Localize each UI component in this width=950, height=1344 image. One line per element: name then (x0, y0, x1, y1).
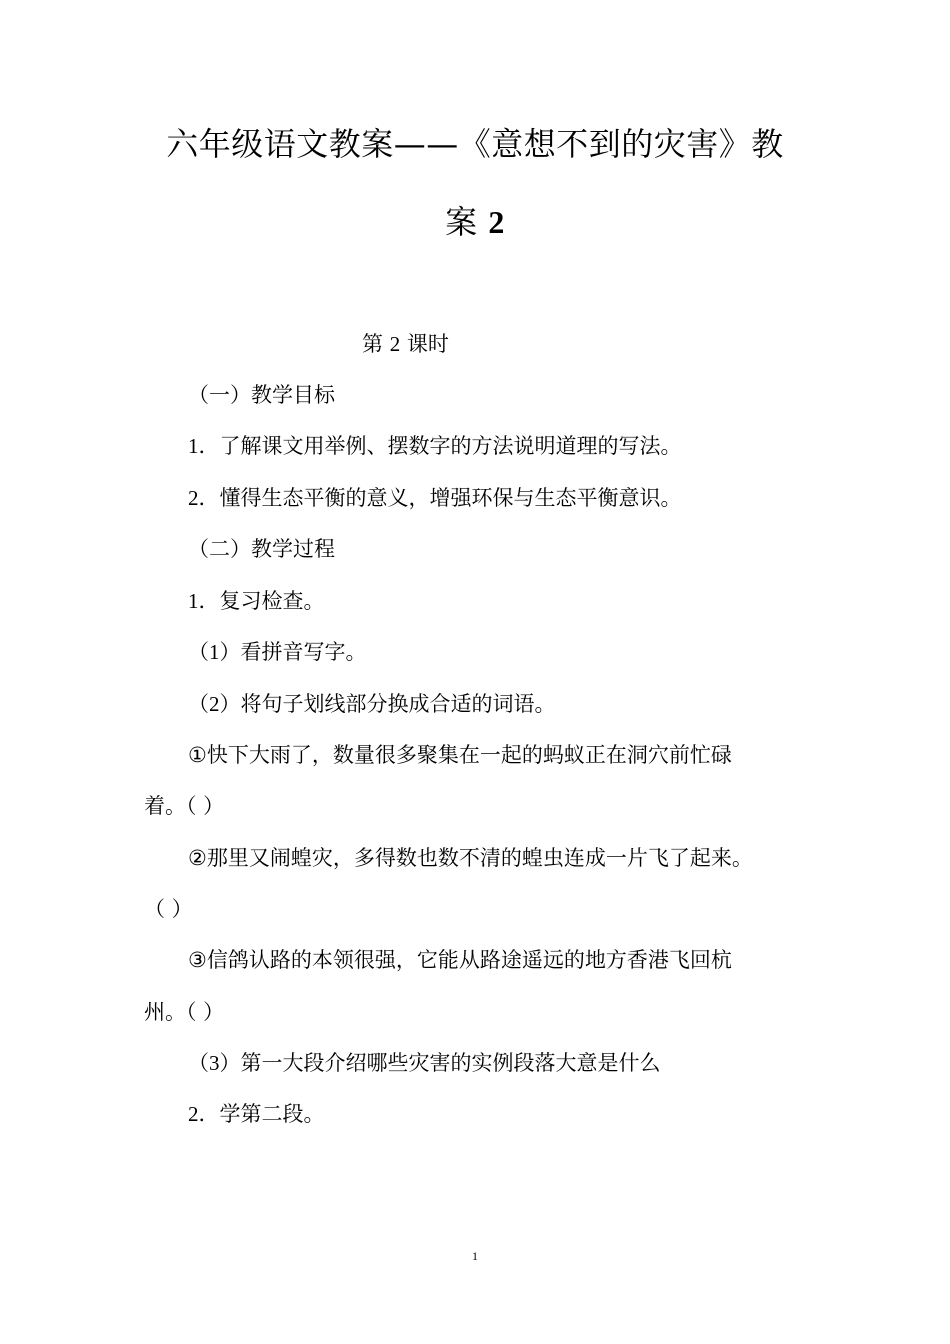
process-step-1 (188, 587, 325, 615)
sub-item-1-number: 1 (209, 640, 220, 664)
section-heading-goals (188, 381, 335, 409)
sub-item-2-text: ）将句子划线部分换成合适的词语。 (219, 692, 556, 716)
exercise-item-3-line-1 (188, 946, 732, 974)
lesson-number: 2 (389, 332, 401, 356)
exercise-item-1-text-2: 着。（ ） (144, 794, 225, 818)
process-step-1-number: 1 (188, 589, 199, 613)
goal-item-2-number: 2 (188, 486, 199, 510)
process-step-1-text: ．复习检查。 (198, 589, 325, 613)
document-title-line-1 (140, 124, 810, 164)
lesson-suffix: 课时 (406, 332, 449, 356)
goal-item-2 (188, 484, 682, 512)
title-number: 2 (488, 204, 505, 240)
exercise-item-3-text-2: 州。（ ） (144, 1000, 225, 1024)
lesson-prefix: 第 (362, 332, 383, 356)
exercise-item-2-text-1: ②那里又闹蝗灾，多得数也数不清的蝗虫连成一片飞了起来。 (188, 846, 753, 870)
exercise-item-2-line-2 (144, 895, 193, 923)
sub-item-3-number: 3 (209, 1051, 220, 1075)
sub-item-3-text: ）第一大段介绍哪些灾害的实例段落大意是什么 (219, 1051, 661, 1075)
process-step-2-number: 2 (188, 1102, 199, 1126)
exercise-item-1-text-1: ①快下大雨了，数量很多聚集在一起的蚂蚁正在洞穴前忙碌 (188, 743, 732, 767)
sub-item-3 (188, 1049, 661, 1077)
exercise-item-1-line-2 (144, 792, 224, 820)
goal-item-2-text: ．懂得生态平衡的意义，增强环保与生态平衡意识。 (198, 486, 682, 510)
lesson-label (362, 330, 449, 358)
sub-item-1 (188, 638, 367, 666)
sub-item-2-open: （ (188, 692, 209, 716)
exercise-item-1-line-1 (188, 741, 732, 769)
title-text-2: 案 (445, 203, 478, 241)
page-number: 1 (472, 1249, 478, 1263)
exercise-item-2-line-1 (188, 844, 753, 872)
section-heading-process (188, 535, 335, 563)
sub-item-2-number: 2 (209, 692, 220, 716)
process-step-2 (188, 1100, 325, 1128)
goal-item-1 (188, 432, 682, 460)
sub-item-3-open: （ (188, 1051, 209, 1075)
exercise-item-2-text-2: （ ） (144, 897, 193, 921)
section-heading-process-text: （二）教学过程 (188, 537, 335, 561)
exercise-item-3-text-1: ③信鸽认路的本领很强，它能从路途遥远的地方香港飞回杭 (188, 948, 732, 972)
process-step-2-text: ．学第二段。 (198, 1102, 325, 1126)
sub-item-2 (188, 690, 556, 718)
title-text-1: 六年级语文教案——《意想不到的灾害》教 (166, 125, 784, 163)
goal-item-1-text: ．了解课文用举例、摆数字的方法说明道理的写法。 (198, 434, 682, 458)
goal-item-1-number: 1 (188, 434, 199, 458)
exercise-item-3-line-2 (144, 998, 224, 1026)
document-title-line-2 (140, 202, 810, 242)
section-heading-goals-text: （一）教学目标 (188, 383, 335, 407)
sub-item-1-open: （ (188, 640, 209, 664)
sub-item-1-text: ）看拼音写字。 (219, 640, 367, 664)
